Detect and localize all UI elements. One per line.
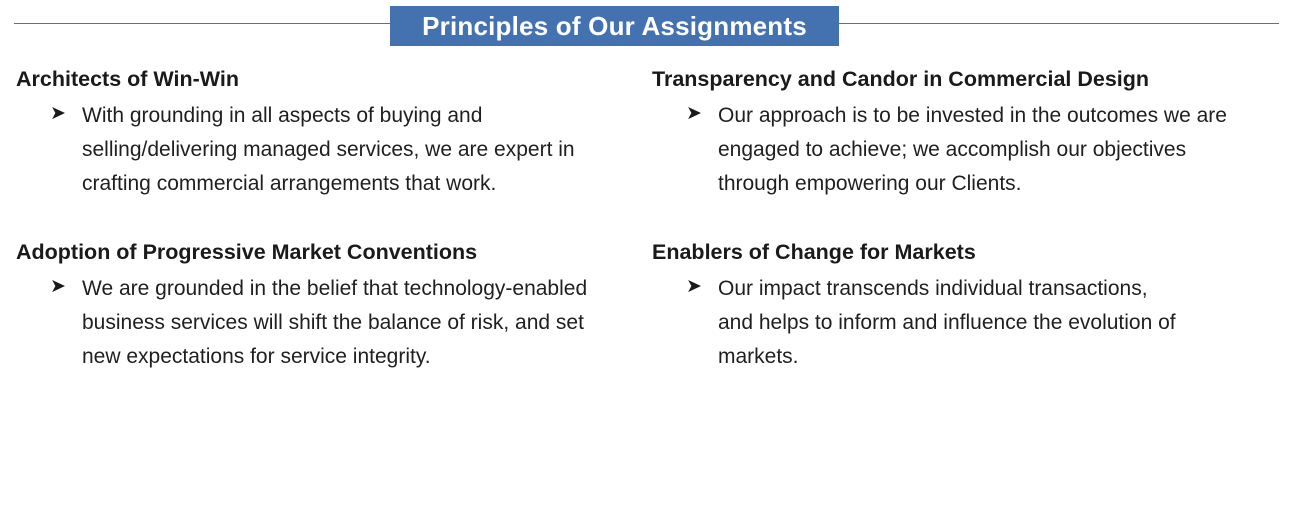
arrow-bullet-icon: ➤ xyxy=(50,275,66,297)
page-title: Principles of Our Assignments xyxy=(422,10,807,41)
list-item xyxy=(16,99,626,201)
title-banner xyxy=(390,6,839,46)
principle-heading: Adoption of Progressive Market Conventions xyxy=(16,239,478,264)
principle-text: We are grounded in the belief that technology-enabled business services will shift the balance of risk, and set new expectations for service integrity. xyxy=(82,276,588,368)
arrow-bullet-icon: ➤ xyxy=(686,102,702,124)
slide-title-bar xyxy=(0,0,1293,52)
principle-text: With grounding in all aspects of buying and selling/delivering managed services, we are expert in crafting commercial arrangements that work. xyxy=(82,103,575,195)
principle-heading: Transparency and Candor in Commercial Design xyxy=(652,67,1150,91)
arrow-bullet-icon: ➤ xyxy=(686,275,702,297)
right-column xyxy=(652,66,1277,412)
arrow-bullet-icon: ➤ xyxy=(50,102,66,124)
principle-block-enablers-of-change xyxy=(652,239,1277,374)
list-item xyxy=(652,99,1277,201)
principle-text: Our impact transcends individual transactions, and helps to inform and influence the evolution of markets. xyxy=(718,276,1176,368)
principle-text: Our approach is to be invested in the outcomes we are engaged to achieve; we accomplish our objectives through empowering our Clients. xyxy=(718,103,1227,195)
principle-block-progressive-market-conventions xyxy=(16,239,626,374)
list-item xyxy=(652,272,1277,374)
principle-heading: Architects of Win-Win xyxy=(16,67,239,91)
principle-block-transparency-and-candor xyxy=(652,66,1277,201)
list-item xyxy=(16,272,626,374)
principle-heading: Enablers of Change for Markets xyxy=(652,239,976,264)
left-column xyxy=(16,66,626,412)
principle-block-win-win xyxy=(16,66,626,201)
